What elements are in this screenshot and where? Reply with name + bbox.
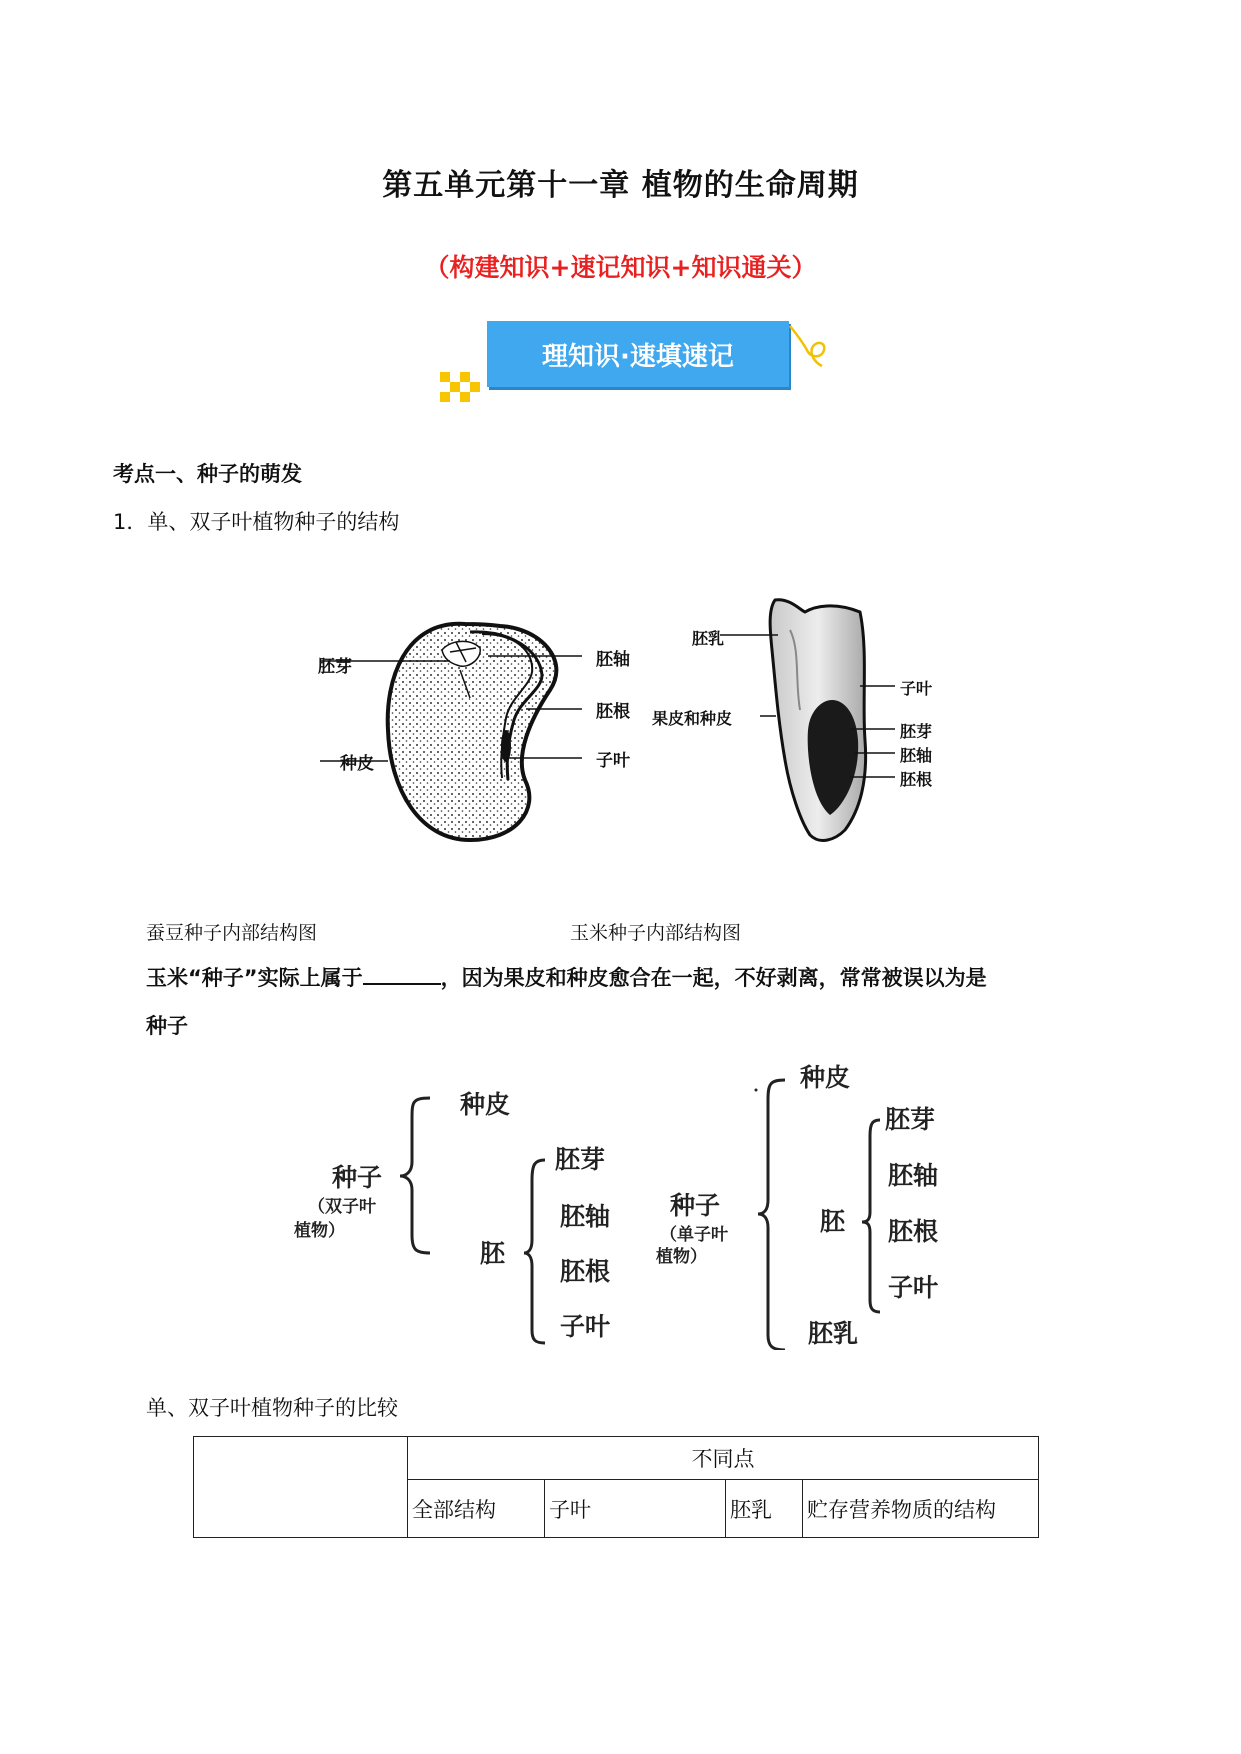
dicot-part-3: 子叶 xyxy=(560,1312,611,1341)
corn-note-after: ，因为果皮和种皮愈合在一起，不好剥离，常常被误以为是 xyxy=(440,966,987,990)
corn-note-before: 玉米“种子”实际上属于 xyxy=(146,966,363,990)
dicot-part-1: 胚轴 xyxy=(560,1202,611,1231)
comparison-table xyxy=(193,1436,1039,1538)
dicot-embryo: 胚 xyxy=(480,1239,506,1268)
corn-caption: 玉米种子内部结构图 xyxy=(570,922,742,944)
squiggle-decoration xyxy=(786,322,834,370)
dicot-root: 种子 xyxy=(332,1163,383,1192)
dicot-root-note-2: 植物） xyxy=(294,1221,345,1241)
col-cotyledon: 子叶 xyxy=(545,1480,726,1538)
page-title: 第五单元第十一章 植物的生命周期 xyxy=(382,168,859,203)
fill-blank[interactable] xyxy=(363,963,441,985)
table-corner-cell xyxy=(194,1437,408,1538)
bean-label-peiya: 胚芽 xyxy=(318,657,352,677)
monocot-part-3: 子叶 xyxy=(888,1273,939,1302)
corn-label-peiru: 胚乳 xyxy=(692,629,725,648)
monocot-root-note-2: 植物） xyxy=(656,1247,707,1267)
stray-dot xyxy=(755,1089,758,1092)
monocot-root: 种子 xyxy=(670,1191,721,1220)
table-header-row xyxy=(194,1437,1039,1480)
corn-label-guopi: 果皮和种皮 xyxy=(652,709,733,728)
bean-label-zhongpi: 种皮 xyxy=(340,754,374,774)
bean-label-ziye: 子叶 xyxy=(596,751,630,771)
corn-label-peigen: 胚根 xyxy=(900,770,933,789)
page-subtitle: （构建知识+速记知识+知识通关） xyxy=(424,253,817,282)
bean-label-peizhou: 胚轴 xyxy=(596,650,630,670)
monocot-part-1: 胚轴 xyxy=(888,1161,939,1190)
dicot-seed-coat: 种皮 xyxy=(460,1090,511,1119)
col-endosperm: 胚乳 xyxy=(726,1480,803,1538)
monocot-brace-embryo xyxy=(862,1120,880,1312)
col-nutrient-storage: 贮存营养物质的结构 xyxy=(803,1480,1039,1538)
monocot-embryo: 胚 xyxy=(820,1207,846,1236)
monocot-part-0: 胚芽 xyxy=(885,1105,936,1134)
monocot-seed-coat: 种皮 xyxy=(800,1063,851,1092)
monocot-part-2: 胚根 xyxy=(888,1217,939,1246)
dicot-root-note-1: （双子叶 xyxy=(308,1197,376,1217)
dicot-part-0: 胚芽 xyxy=(555,1145,606,1174)
comparison-title: 单、双子叶植物种子的比较 xyxy=(146,1396,398,1420)
dicot-part-2: 胚根 xyxy=(560,1257,611,1286)
corn-label-peiya: 胚芽 xyxy=(900,722,933,741)
monocot-root-note-1: （单子叶 xyxy=(660,1225,728,1245)
banner-label: 理知识·速填速记 xyxy=(542,341,734,372)
corn-note-line2: 种子 xyxy=(146,1014,188,1038)
dicot-brace-main xyxy=(400,1098,430,1253)
checker-decoration xyxy=(440,372,488,402)
section-heading: 考点一、种子的萌发 xyxy=(113,462,302,486)
header-differences: 不同点 xyxy=(408,1437,1039,1480)
monocot-brace-main xyxy=(758,1080,785,1350)
section-banner xyxy=(487,321,789,387)
col-all-structure: 全部结构 xyxy=(408,1480,545,1538)
bean-label-peigen: 胚根 xyxy=(596,702,630,722)
monocot-endosperm: 胚乳 xyxy=(808,1319,859,1348)
corn-label-ziye: 子叶 xyxy=(900,679,933,698)
item-heading: 1．单、双子叶植物种子的结构 xyxy=(113,510,400,534)
corn-label-peizhou: 胚轴 xyxy=(900,746,933,765)
seed-structure-trees xyxy=(280,1050,1000,1350)
bean-caption: 蚕豆种子内部结构图 xyxy=(146,922,318,944)
dicot-brace-embryo xyxy=(524,1160,545,1343)
corn-note xyxy=(146,962,1126,992)
